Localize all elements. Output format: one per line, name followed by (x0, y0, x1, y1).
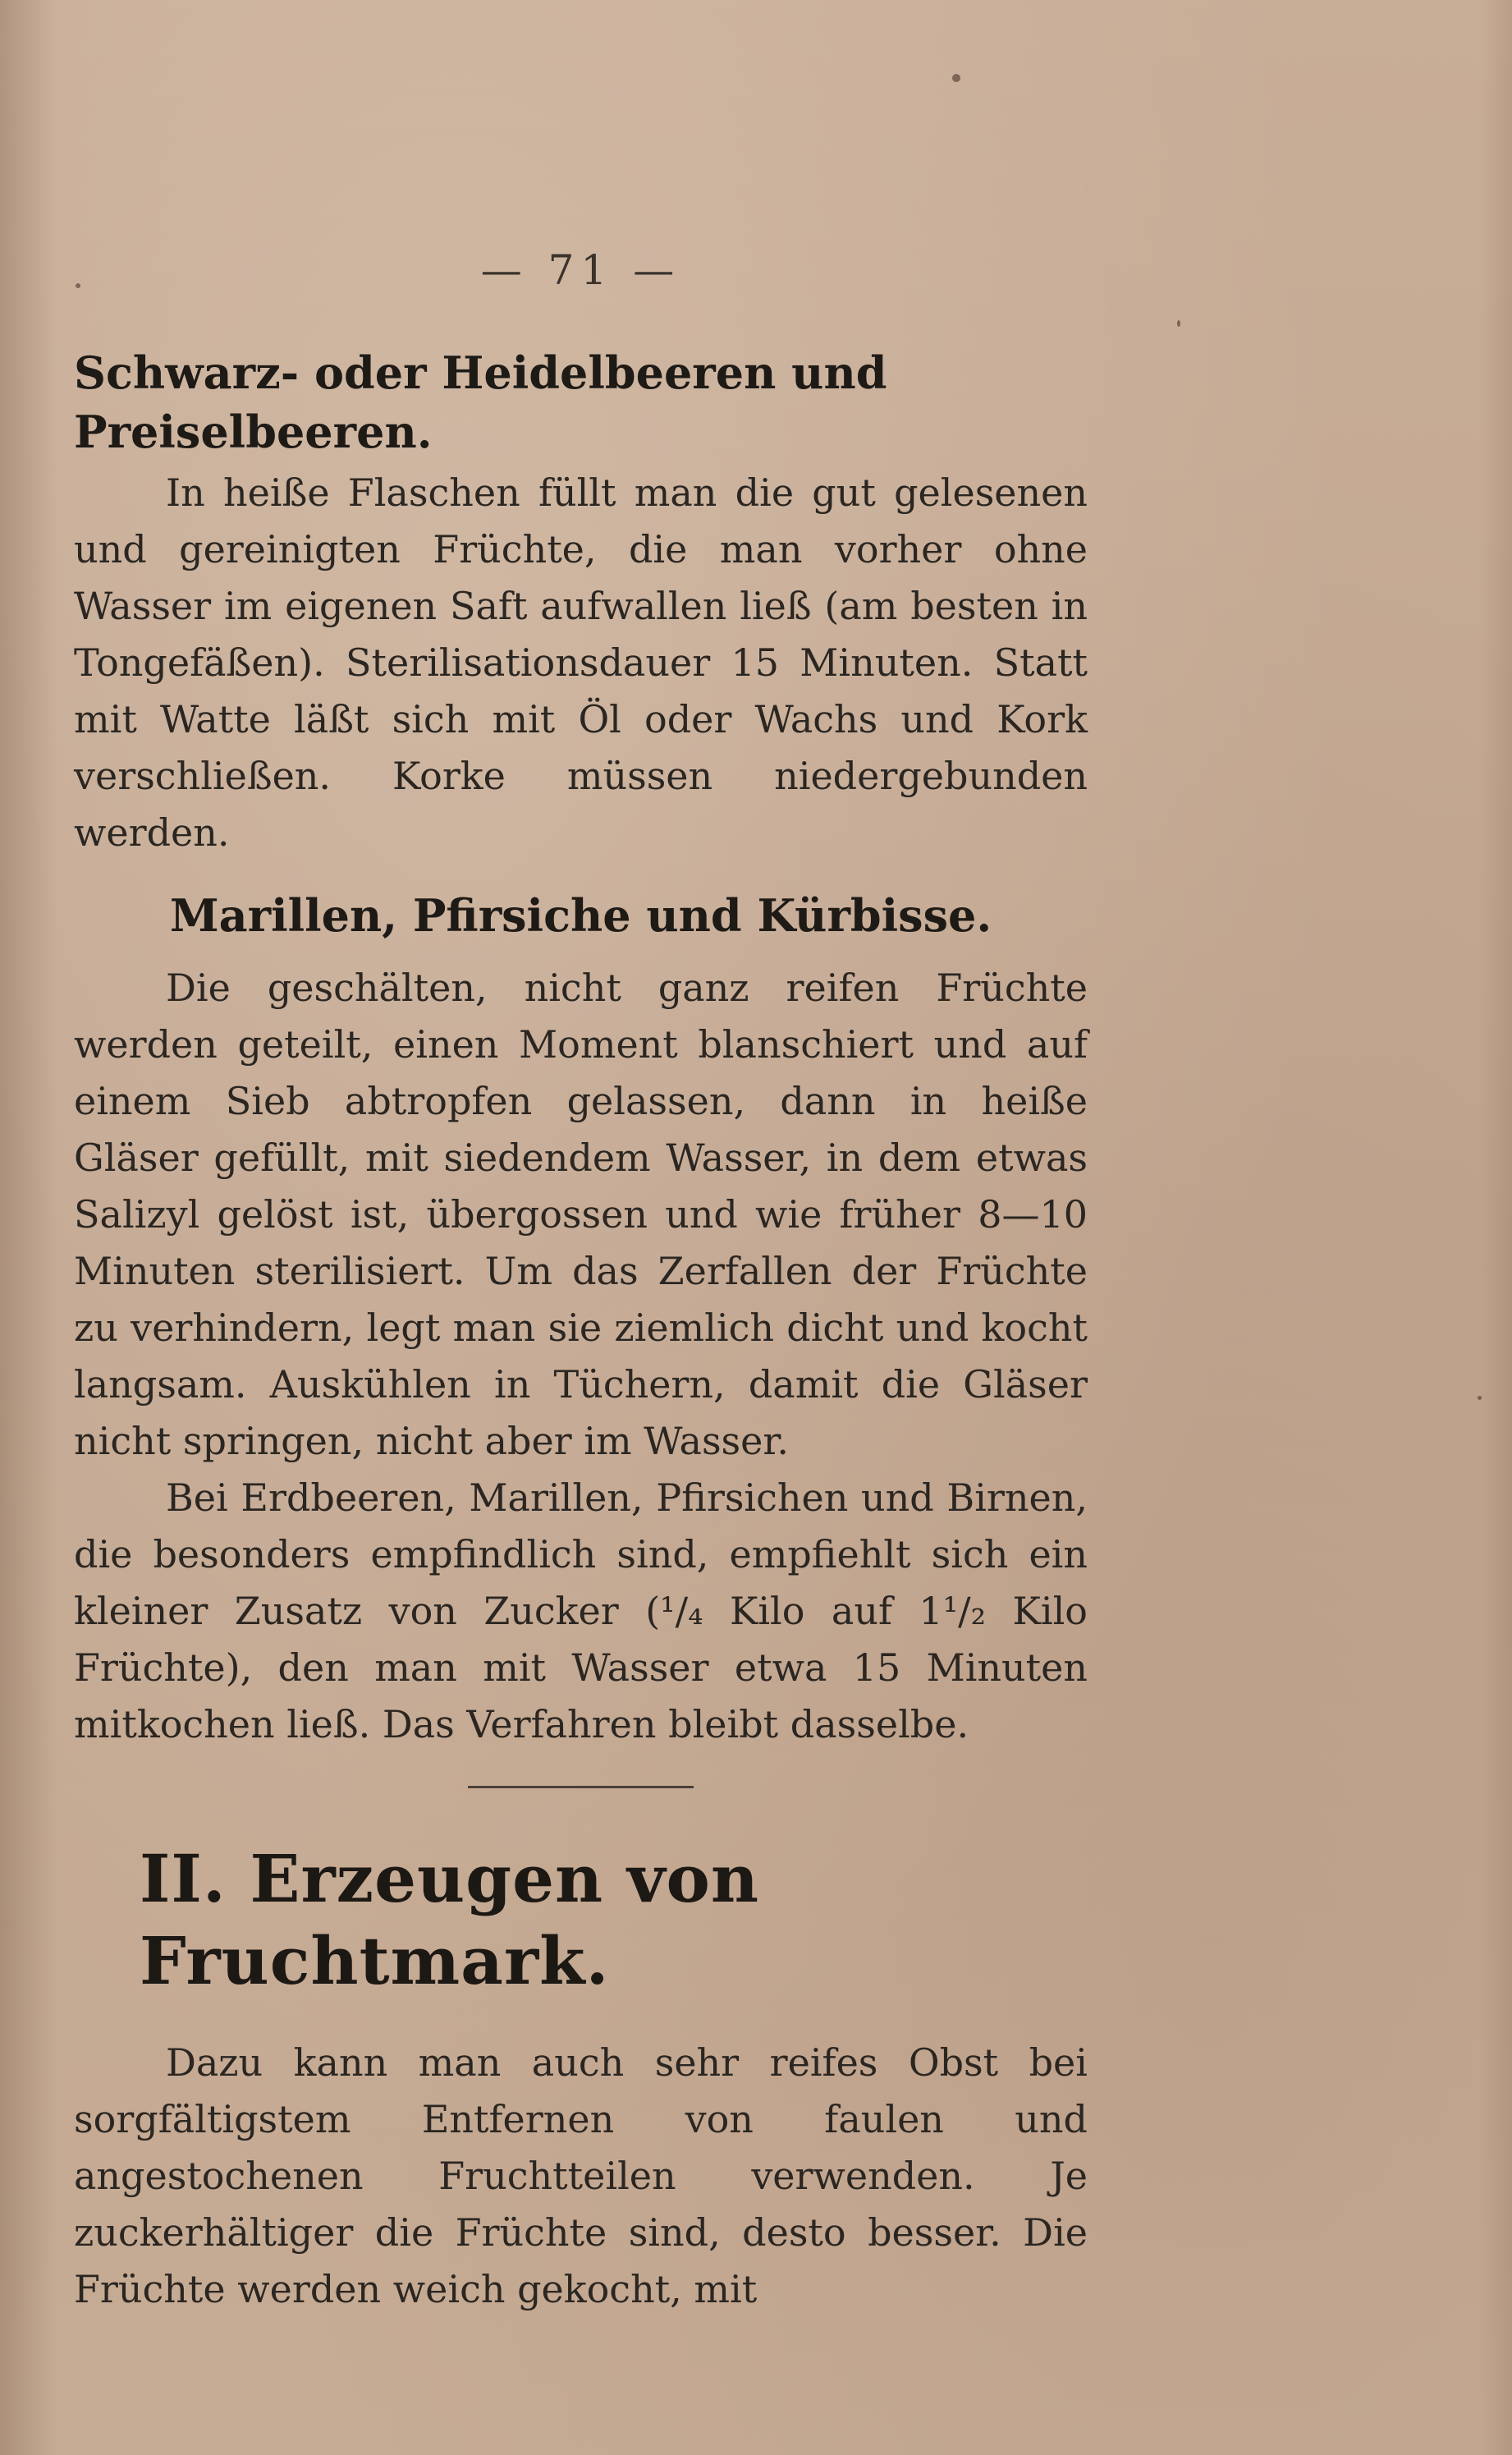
page-number: — 71 — (480, 246, 681, 294)
spine-shadow (0, 0, 57, 2455)
page-text (74, 246, 1088, 2318)
paragraph-fruchtmark: Dazu kann man auch sehr reifes Obst bei sorgfältigstem Entfernen von faulen und angestochenen Fruchtteilen verwenden. Je zuckerhältiger die Früchte sind, desto besser. Die Früchte werden weich gekocht, mit (74, 2040, 1088, 2311)
section-heading-heidelbeeren: Schwarz- oder Heidelbeeren und Preiselbeeren. (74, 346, 887, 458)
paper-speck (1177, 320, 1180, 327)
section-heading-marillen: Marillen, Pfirsiche und Kürbisse. (169, 889, 992, 942)
paper-speck (1478, 1396, 1482, 1400)
paper-speck (952, 74, 960, 82)
paragraph-erdbeeren: Bei Erdbeeren, Marillen, Pfirsichen und Birnen, die besonders empfindlich sind, empfiehlt sich ein kleiner Zusatz von Zucker (¹/₄ Kilo auf 1¹/₂ Kilo Früchte), den man mit Wasser etwa 15 Minuten mitkochen ließ. Das Verfahren bleibt dasselbe. (74, 1475, 1088, 1746)
paragraph-marillen: Die geschälten, nicht ganz reifen Früchte werden geteilt, einen Moment blanschiert und auf einem Sieb abtropfen gelassen, dann in heiße Gläser gefüllt, mit siedendem Wasser, in dem etwas Salizyl gelöst ist, übergossen und wie früher 8—10 Minuten sterilisiert. Um das Zerfallen der Früchte zu verhindern, legt man sie ziemlich dicht und kocht langsam. Auskühlen in Tüchern, damit die Gläser nicht springen, nicht aber im Wasser. (74, 966, 1088, 1463)
chapter-title: II. Erzeugen von Fruchtmark. (140, 1840, 760, 1999)
page-edge-shadow (1479, 0, 1512, 2455)
section-divider (468, 1786, 694, 1788)
paragraph-heidelbeeren: In heiße Flaschen füllt man die gut gelesenen und gereinigten Früchte, die man vorher ohne Wasser im eigenen Saft aufwallen ließ (am besten in Tongefäßen). Sterilisationsdauer 15 Minuten. Statt mit Watte läßt sich mit Öl oder Wachs und Kork verschließen. Korke müssen niedergebunden werden. (74, 470, 1088, 855)
